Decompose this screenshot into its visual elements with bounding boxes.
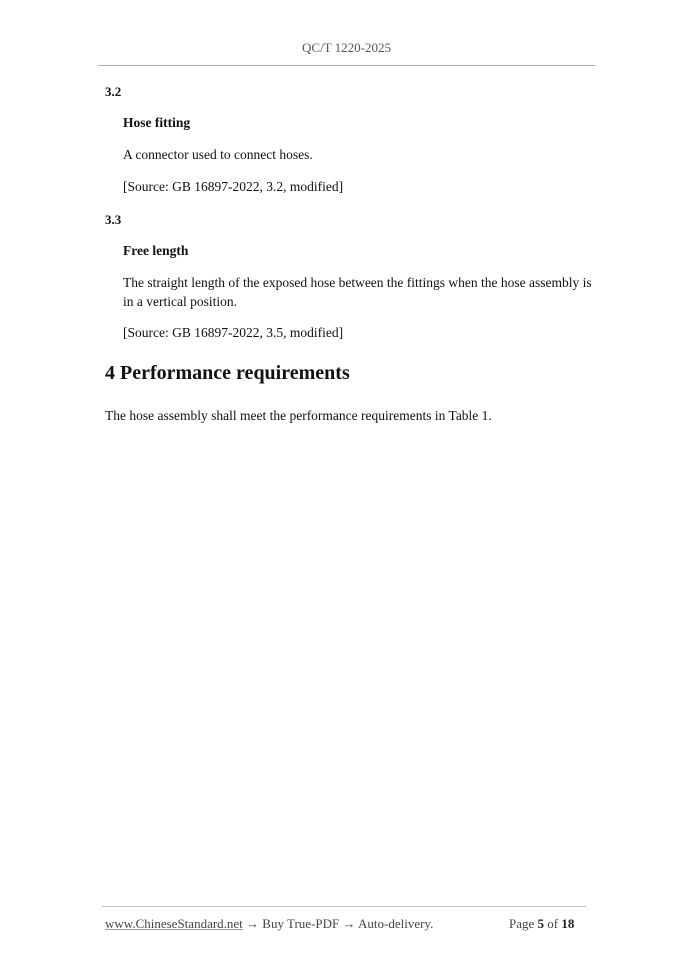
- source-free-length: [Source: GB 16897-2022, 3.5, modified]: [123, 325, 344, 340]
- definition-free-length: The straight length of the exposed hose between the fittings when the hose assembly is in a vertical position.: [123, 275, 592, 309]
- running-header: QC/T 1220-2025: [302, 40, 391, 55]
- footer-divider: [102, 906, 586, 907]
- header-divider: [98, 65, 595, 66]
- page-indicator: [509, 916, 574, 932]
- chinesestandard-link[interactable]: www.ChineseStandard.net: [105, 916, 243, 931]
- page-current: 5: [537, 916, 545, 931]
- source-hose-fitting: [Source: GB 16897-2022, 3.2, modified]: [123, 179, 344, 194]
- clause-number-3-2: 3.2: [105, 84, 122, 99]
- of-label: of: [544, 916, 562, 931]
- page-label: Page: [509, 916, 538, 931]
- definition-hose-fitting: A connector used to connect hoses.: [123, 147, 313, 162]
- footer-promo: [105, 916, 433, 932]
- term-free-length: Free length: [123, 243, 189, 258]
- page-total: 18: [561, 916, 575, 931]
- clause-number-3-3: 3.3: [105, 212, 122, 227]
- section-4-body: The hose assembly shall meet the performance requirements in Table 1.: [105, 408, 492, 423]
- footer-promo-text: → Buy True-PDF → Auto-delivery.: [242, 916, 434, 931]
- term-hose-fitting: Hose fitting: [123, 115, 191, 130]
- section-heading-4: 4 Performance requirements: [105, 362, 350, 384]
